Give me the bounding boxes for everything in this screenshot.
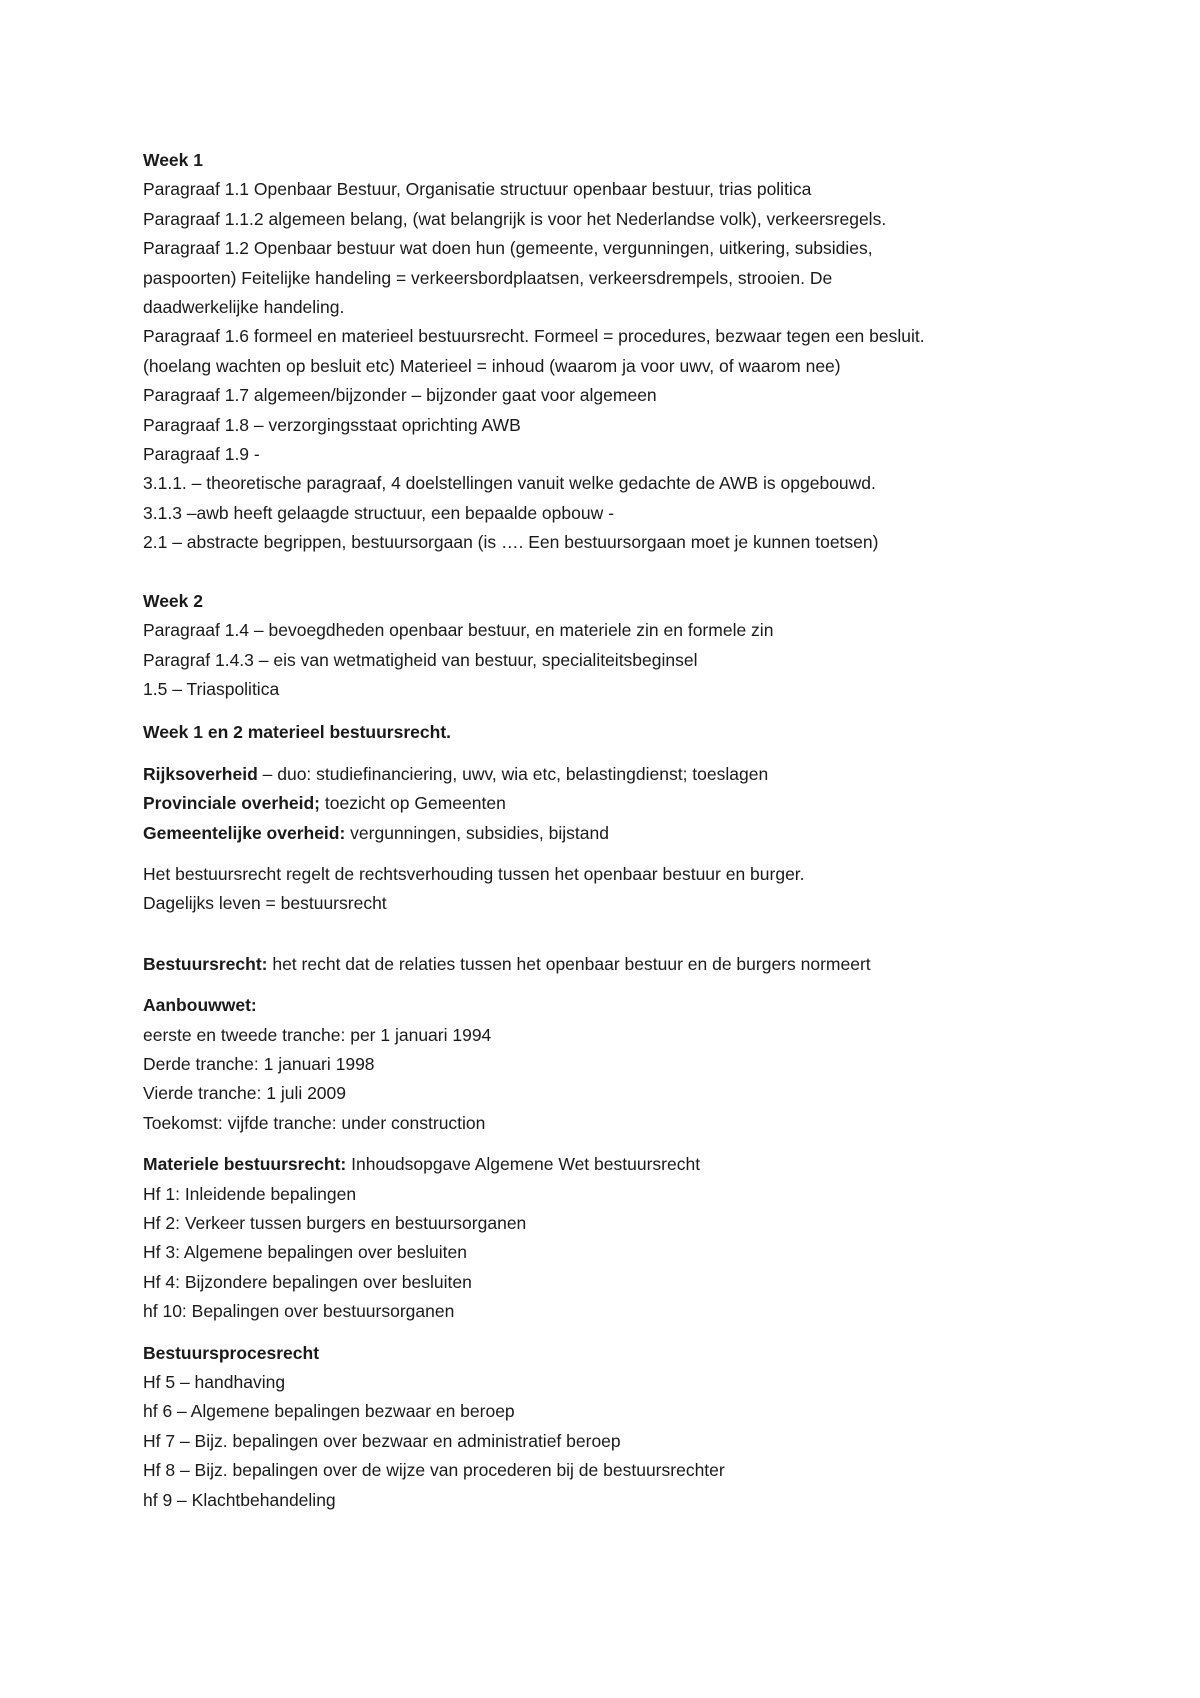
intro-line: Het bestuursrecht regelt de rechtsverhouding tussen het openbaar bestuur en burger. [143, 863, 805, 884]
aanbouwwet-heading: Aanbouwwet: [143, 995, 257, 1016]
week2-line: Paragraf 1.4.3 – eis van wetmatigheid van bestuur, specialiteitsbeginsel [143, 649, 698, 670]
overheid-item: Gemeentelijke overheid: vergunningen, subsidies, bijstand [143, 822, 609, 843]
procesrecht-line: Hf 5 – handhaving [143, 1372, 286, 1393]
procesrecht-line: Hf 7 – Bijz. bepalingen over bezwaar en administratief beroep [143, 1430, 621, 1451]
week1-line: Paragraaf 1.6 formeel en materieel bestuursrecht. Formeel = procedures, bezwaar tegen een besluit. [143, 326, 925, 347]
week1-heading: Week 1 [143, 150, 203, 170]
overheid-item: Rijksoverheid – duo: studiefinanciering, uwv, wia etc, belastingdienst; toeslagen [143, 763, 769, 784]
week12-heading: Week 1 en 2 materieel bestuursrecht. [143, 722, 452, 743]
aanbouwwet-line: Toekomst: vijfde tranche: under construction [143, 1112, 486, 1133]
bestuursrecht-intro [143, 860, 1100, 919]
overheid-item: Provinciale overheid; toezicht op Gemeenten [143, 793, 506, 814]
week1-line: Paragraaf 1.2 Openbaar bestuur wat doen hun (gemeente, vergunningen, uitkering, subsidies, [143, 238, 873, 259]
aanbouwwet-section [143, 991, 1100, 1138]
week1-line: daadwerkelijke handeling. [143, 297, 345, 318]
aanbouwwet-line: Derde tranche: 1 januari 1998 [143, 1053, 375, 1074]
week2-section [143, 587, 1100, 705]
week1-line: 2.1 – abstracte begrippen, bestuursorgaan (is …. Een bestuursorgaan moet je kunnen toetsen) [143, 532, 879, 553]
week1-line: Paragraaf 1.8 – verzorgingsstaat oprichting AWB [143, 414, 521, 435]
bestuursrecht-definition: Bestuursrecht: het recht dat de relaties tussen het openbaar bestuur en de burgers normeert [143, 953, 871, 974]
procesrecht-line: hf 6 – Algemene bepalingen bezwaar en beroep [143, 1401, 515, 1422]
intro-line: Dagelijks leven = bestuursrecht [143, 893, 387, 914]
week1-line: paspoorten) Feitelijke handeling = verkeersbordplaatsen, verkeersdrempels, strooien. De [143, 267, 833, 288]
materieel-line: hf 10: Bepalingen over bestuursorganen [143, 1301, 455, 1322]
materieel-section [143, 1150, 1100, 1326]
materieel-line: Hf 2: Verkeer tussen burgers en bestuursorganen [143, 1213, 527, 1233]
week1-section [143, 146, 1100, 558]
materieel-line: Hf 3: Algemene bepalingen over besluiten [143, 1242, 467, 1263]
overheden-section [143, 760, 1100, 848]
week2-heading: Week 2 [143, 590, 203, 611]
week1-line: Paragraaf 1.1.2 algemeen belang, (wat belangrijk is voor het Nederlandse volk), verkeersregels. [143, 208, 887, 229]
aanbouwwet-line: Vierde tranche: 1 juli 2009 [143, 1083, 347, 1104]
week1-line: Paragraaf 1.7 algemeen/bijzonder – bijzonder gaat voor algemeen [143, 385, 657, 406]
week2-line: 1.5 – Triaspolitica [143, 678, 280, 699]
week1-line: Paragraaf 1.1 Openbaar Bestuur, Organisatie structuur openbaar bestuur, trias politica [143, 179, 812, 200]
week1-line: (hoelang wachten op besluit etc) Materieel = inhoud (waarom ja voor uwv, of waarom nee) [143, 355, 841, 376]
procesrecht-line: hf 9 – Klachtbehandeling [143, 1489, 336, 1510]
procesrecht-heading: Bestuursprocesrecht [143, 1342, 320, 1363]
materieel-heading: Materiele bestuursrecht: Inhoudsopgave Algemene Wet bestuursrecht [143, 1154, 701, 1175]
week2-line: Paragraaf 1.4 – bevoegdheden openbaar bestuur, en materiele zin en formele zin [143, 620, 774, 641]
procesrecht-section [143, 1339, 1100, 1515]
materieel-line: Hf 1: Inleidende bepalingen [143, 1183, 357, 1204]
materieel-line: Hf 4: Bijzondere bepalingen over besluiten [143, 1271, 472, 1292]
week1-line: 3.1.1. – theoretische paragraaf, 4 doelstellingen vanuit welke gedachte de AWB is opgebouwd. [143, 473, 876, 494]
week1-line: Paragraaf 1.9 - [143, 444, 260, 465]
procesrecht-line: Hf 8 – Bijz. bepalingen over de wijze van procederen bij de bestuursrechter [143, 1460, 725, 1481]
aanbouwwet-line: eerste en tweede tranche: per 1 januari 1994 [143, 1024, 492, 1045]
week1-line: 3.1.3 –awb heeft gelaagde structuur, een bepaalde opbouw - [143, 502, 614, 523]
